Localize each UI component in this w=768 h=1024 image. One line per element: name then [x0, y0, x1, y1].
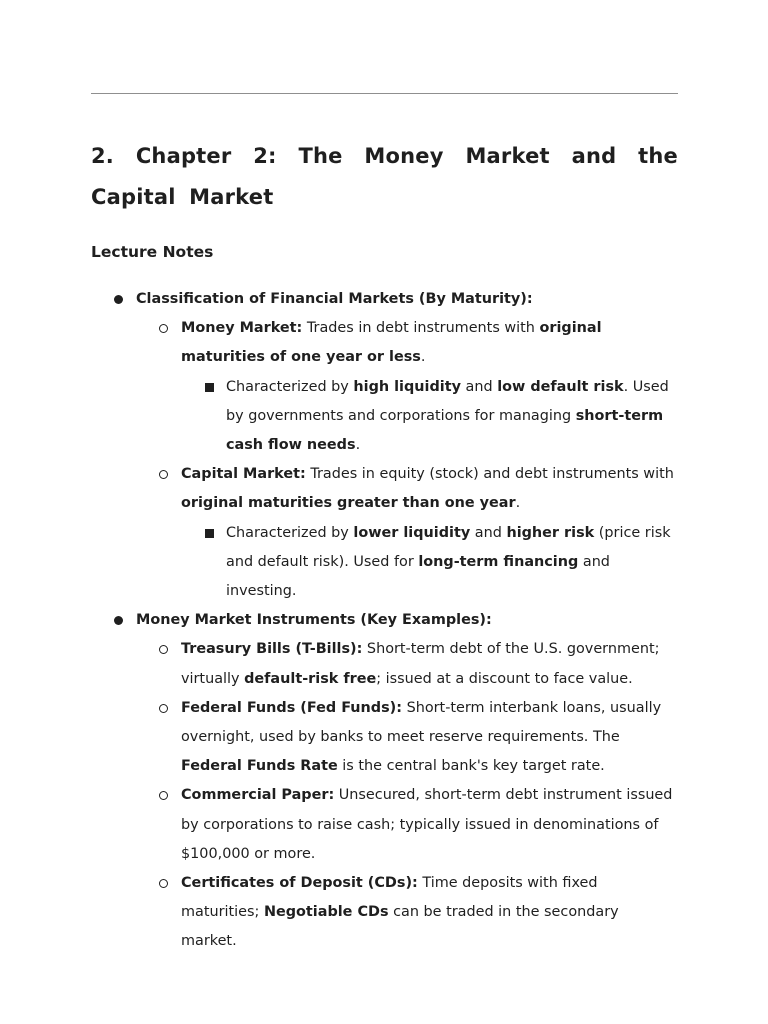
mm-detail-3: . Used by governments and corporations for managing: [226, 378, 669, 424]
capital-market-desc-2: .: [515, 495, 521, 512]
cds-desc-1: Time deposits with fixed maturities;: [181, 875, 598, 921]
capital-market-text: [181, 460, 678, 518]
circle-bullet-icon: [159, 324, 168, 333]
capital-market-detail-text: [226, 519, 678, 607]
list-item-tbills: [136, 635, 691, 693]
fed-funds-desc-1: Short-term interbank loans, usually overnight, used by banks to meet reserve requirements. The: [181, 699, 662, 746]
cm-detail-bold-1: lower liquidity: [353, 524, 471, 541]
mm-detail-2: and: [460, 378, 498, 395]
fed-funds-desc-2: is the central bank's key target rate.: [337, 758, 605, 775]
capital-market-desc-1: Trades in equity (stock) and debt instruments with: [305, 466, 674, 483]
capital-market-emphasis: original maturities greater than one year: [181, 495, 516, 512]
instruments-sublist: [136, 635, 691, 956]
classification-sublist: [136, 314, 691, 606]
list-item-instruments: [91, 606, 691, 956]
square-bullet-icon: [205, 383, 214, 392]
list-item-commercial-paper: [136, 781, 691, 869]
circle-bullet-icon: [159, 879, 168, 888]
list-item-capital-market: [136, 460, 691, 606]
tbills-emphasis: default-risk free: [244, 670, 377, 687]
tbills-desc-2: ; issued at a discount to face value.: [376, 670, 633, 687]
circle-bullet-icon: [159, 470, 168, 479]
mm-detail-4: .: [355, 437, 361, 454]
cm-detail-3: (price risk and default risk). Used for: [226, 524, 671, 570]
mm-detail-1: Characterized by: [226, 378, 354, 395]
mm-detail-bold-3: short-term cash flow needs: [226, 407, 664, 454]
list-item-classification: [91, 285, 691, 606]
commercial-paper-text: [181, 781, 678, 869]
cm-detail-bold-2: higher risk: [506, 524, 595, 541]
disc-bullet-icon: [114, 295, 123, 304]
mm-detail-bold-1: high liquidity: [353, 378, 461, 395]
cds-text: [181, 869, 678, 957]
list-item-capital-market-detail: [181, 519, 691, 607]
money-market-desc-1: Trades in debt instruments with: [302, 320, 540, 337]
circle-bullet-icon: [159, 645, 168, 654]
commercial-paper-desc: Unsecured, short-term debt instrument issued by corporations to raise cash; typically issued in denominations of $100,000 or more.: [181, 787, 673, 862]
list-item-fed-funds: [136, 694, 691, 782]
money-market-label: Money Market:: [181, 320, 303, 337]
mm-detail-bold-2: low default risk: [497, 378, 624, 395]
classification-heading: Classification of Financial Markets (By Maturity):: [136, 291, 533, 307]
tbills-label: Treasury Bills (T-Bills):: [181, 641, 363, 658]
money-market-details: [181, 373, 691, 461]
cm-detail-2: and: [470, 524, 507, 541]
capital-market-label: Capital Market:: [181, 466, 306, 483]
circle-bullet-icon: [159, 704, 168, 713]
cds-label: Certificates of Deposit (CDs):: [181, 875, 418, 892]
lecture-notes: [91, 285, 691, 957]
fed-funds-text: [181, 694, 678, 782]
money-market-text: [181, 314, 678, 372]
fed-funds-label: Federal Funds (Fed Funds):: [181, 699, 402, 716]
cds-desc-2: can be traded in the secondary market.: [181, 904, 619, 950]
list-item-money-market: [136, 314, 691, 460]
tbills-desc-1: Short-term debt of the U.S. government; virtually: [181, 641, 660, 687]
money-market-detail-text: [226, 373, 678, 461]
list-item-cds: [136, 869, 691, 957]
money-market-desc-2: .: [420, 349, 426, 366]
horizontal-rule: [91, 93, 678, 94]
disc-bullet-icon: [114, 616, 123, 625]
chapter-title: 2. Chapter 2: The Money Market and the Capital Market: [91, 144, 678, 209]
cm-detail-1: Characterized by: [226, 524, 354, 541]
money-market-emphasis: original maturities of one year or less: [181, 320, 602, 366]
capital-market-details: [181, 519, 691, 607]
circle-bullet-icon: [159, 791, 168, 800]
cm-detail-bold-3: long-term financing: [418, 553, 579, 570]
notes-list: [91, 285, 691, 957]
cds-emphasis: Negotiable CDs: [263, 904, 389, 921]
tbills-text: [181, 635, 678, 693]
section-heading: Lecture Notes: [91, 243, 214, 261]
commercial-paper-label: Commercial Paper:: [181, 787, 335, 804]
fed-funds-emphasis: Federal Funds Rate: [181, 758, 338, 775]
list-item-money-market-detail: [181, 373, 691, 461]
square-bullet-icon: [205, 529, 214, 538]
cm-detail-4: and investing.: [226, 553, 610, 600]
instruments-heading: Money Market Instruments (Key Examples):: [136, 612, 492, 629]
